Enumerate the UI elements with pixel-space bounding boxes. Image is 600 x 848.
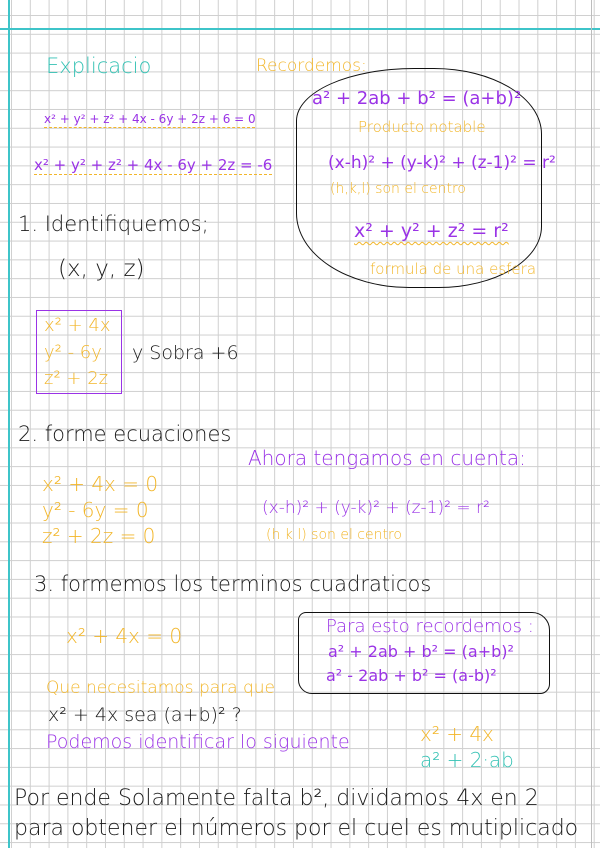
step-3-equation: x² + 4x = 0	[66, 624, 183, 648]
term-y: y² - 6y	[44, 342, 102, 363]
ahora-equation: (x-h)² + (y-k)² + (z-1)² = r²	[262, 498, 490, 518]
given-equation-b: x² + y² + z² + 4x - 6y + 2z = -6	[34, 156, 273, 174]
recall-label: Para esto recordemos :	[326, 616, 534, 637]
step-2-eq-z: z² + 2z = 0	[42, 524, 156, 548]
recap-eq-2-caption: (h,k,l) son el centro	[330, 181, 466, 197]
page-right-line	[591, 0, 592, 848]
step-1-variables: (x, y, z)	[58, 256, 145, 282]
given-equation-a: x² + y² + z² + 4x - 6y + 2z + 6 = 0	[44, 112, 256, 126]
recap-eq-2: (x-h)² + (y-k)² + (z-1)² = r²	[328, 153, 556, 173]
step-3-heading: 3. formemos los terminos cuadraticos	[34, 572, 432, 596]
recap-eq-3: x² + y² + z² = r²	[354, 220, 509, 242]
page-top-line	[0, 28, 600, 30]
recall-eq-1: a² + 2ab + b² = (a+b)²	[328, 642, 514, 661]
step-1-heading: 1. Identifiquemos;	[18, 212, 209, 236]
step-2-eq-y: y² - 6y = 0	[42, 498, 149, 522]
term-x: x² + 4x	[44, 315, 111, 336]
recap-eq-1: a² + 2ab + b² = (a+b)²	[312, 88, 522, 109]
footer-line-1: Por ende Solamente falta b², dividamos 4x en 2	[14, 786, 539, 811]
step-2-heading: 2. forme ecuaciones	[18, 422, 232, 446]
footer-line-2: para obtener el números por el cuel es mutiplicado	[14, 816, 579, 841]
recall-eq-2: a² - 2ab + b² = (a-b)²	[326, 666, 497, 685]
step-2-eq-x: x² + 4x = 0	[42, 472, 159, 496]
remainder-note: y Sobra +6	[132, 342, 239, 364]
match-bottom: a² + 2·ab	[420, 748, 514, 772]
identify-note: Podemos identificar lo siguiente	[46, 731, 350, 753]
match-top: x² + 4x	[420, 722, 494, 746]
recordemos-label: Recordemos:	[256, 56, 367, 76]
term-z: z² + 2z	[44, 368, 109, 389]
ahora-caption: (h k l) son el centro	[266, 527, 402, 543]
page-margin-line	[8, 0, 10, 848]
ahora-label: Ahora tengamos en cuenta:	[248, 446, 526, 470]
page-title: Explicacio	[46, 54, 152, 78]
question-line-a: Que necesitamos para que	[46, 678, 275, 698]
question-line-b: x² + 4x sea (a+b)² ?	[48, 704, 242, 726]
recap-eq-3-caption: formula de una esfera	[370, 260, 537, 278]
recap-eq-1-caption: Producto notable	[358, 118, 486, 136]
